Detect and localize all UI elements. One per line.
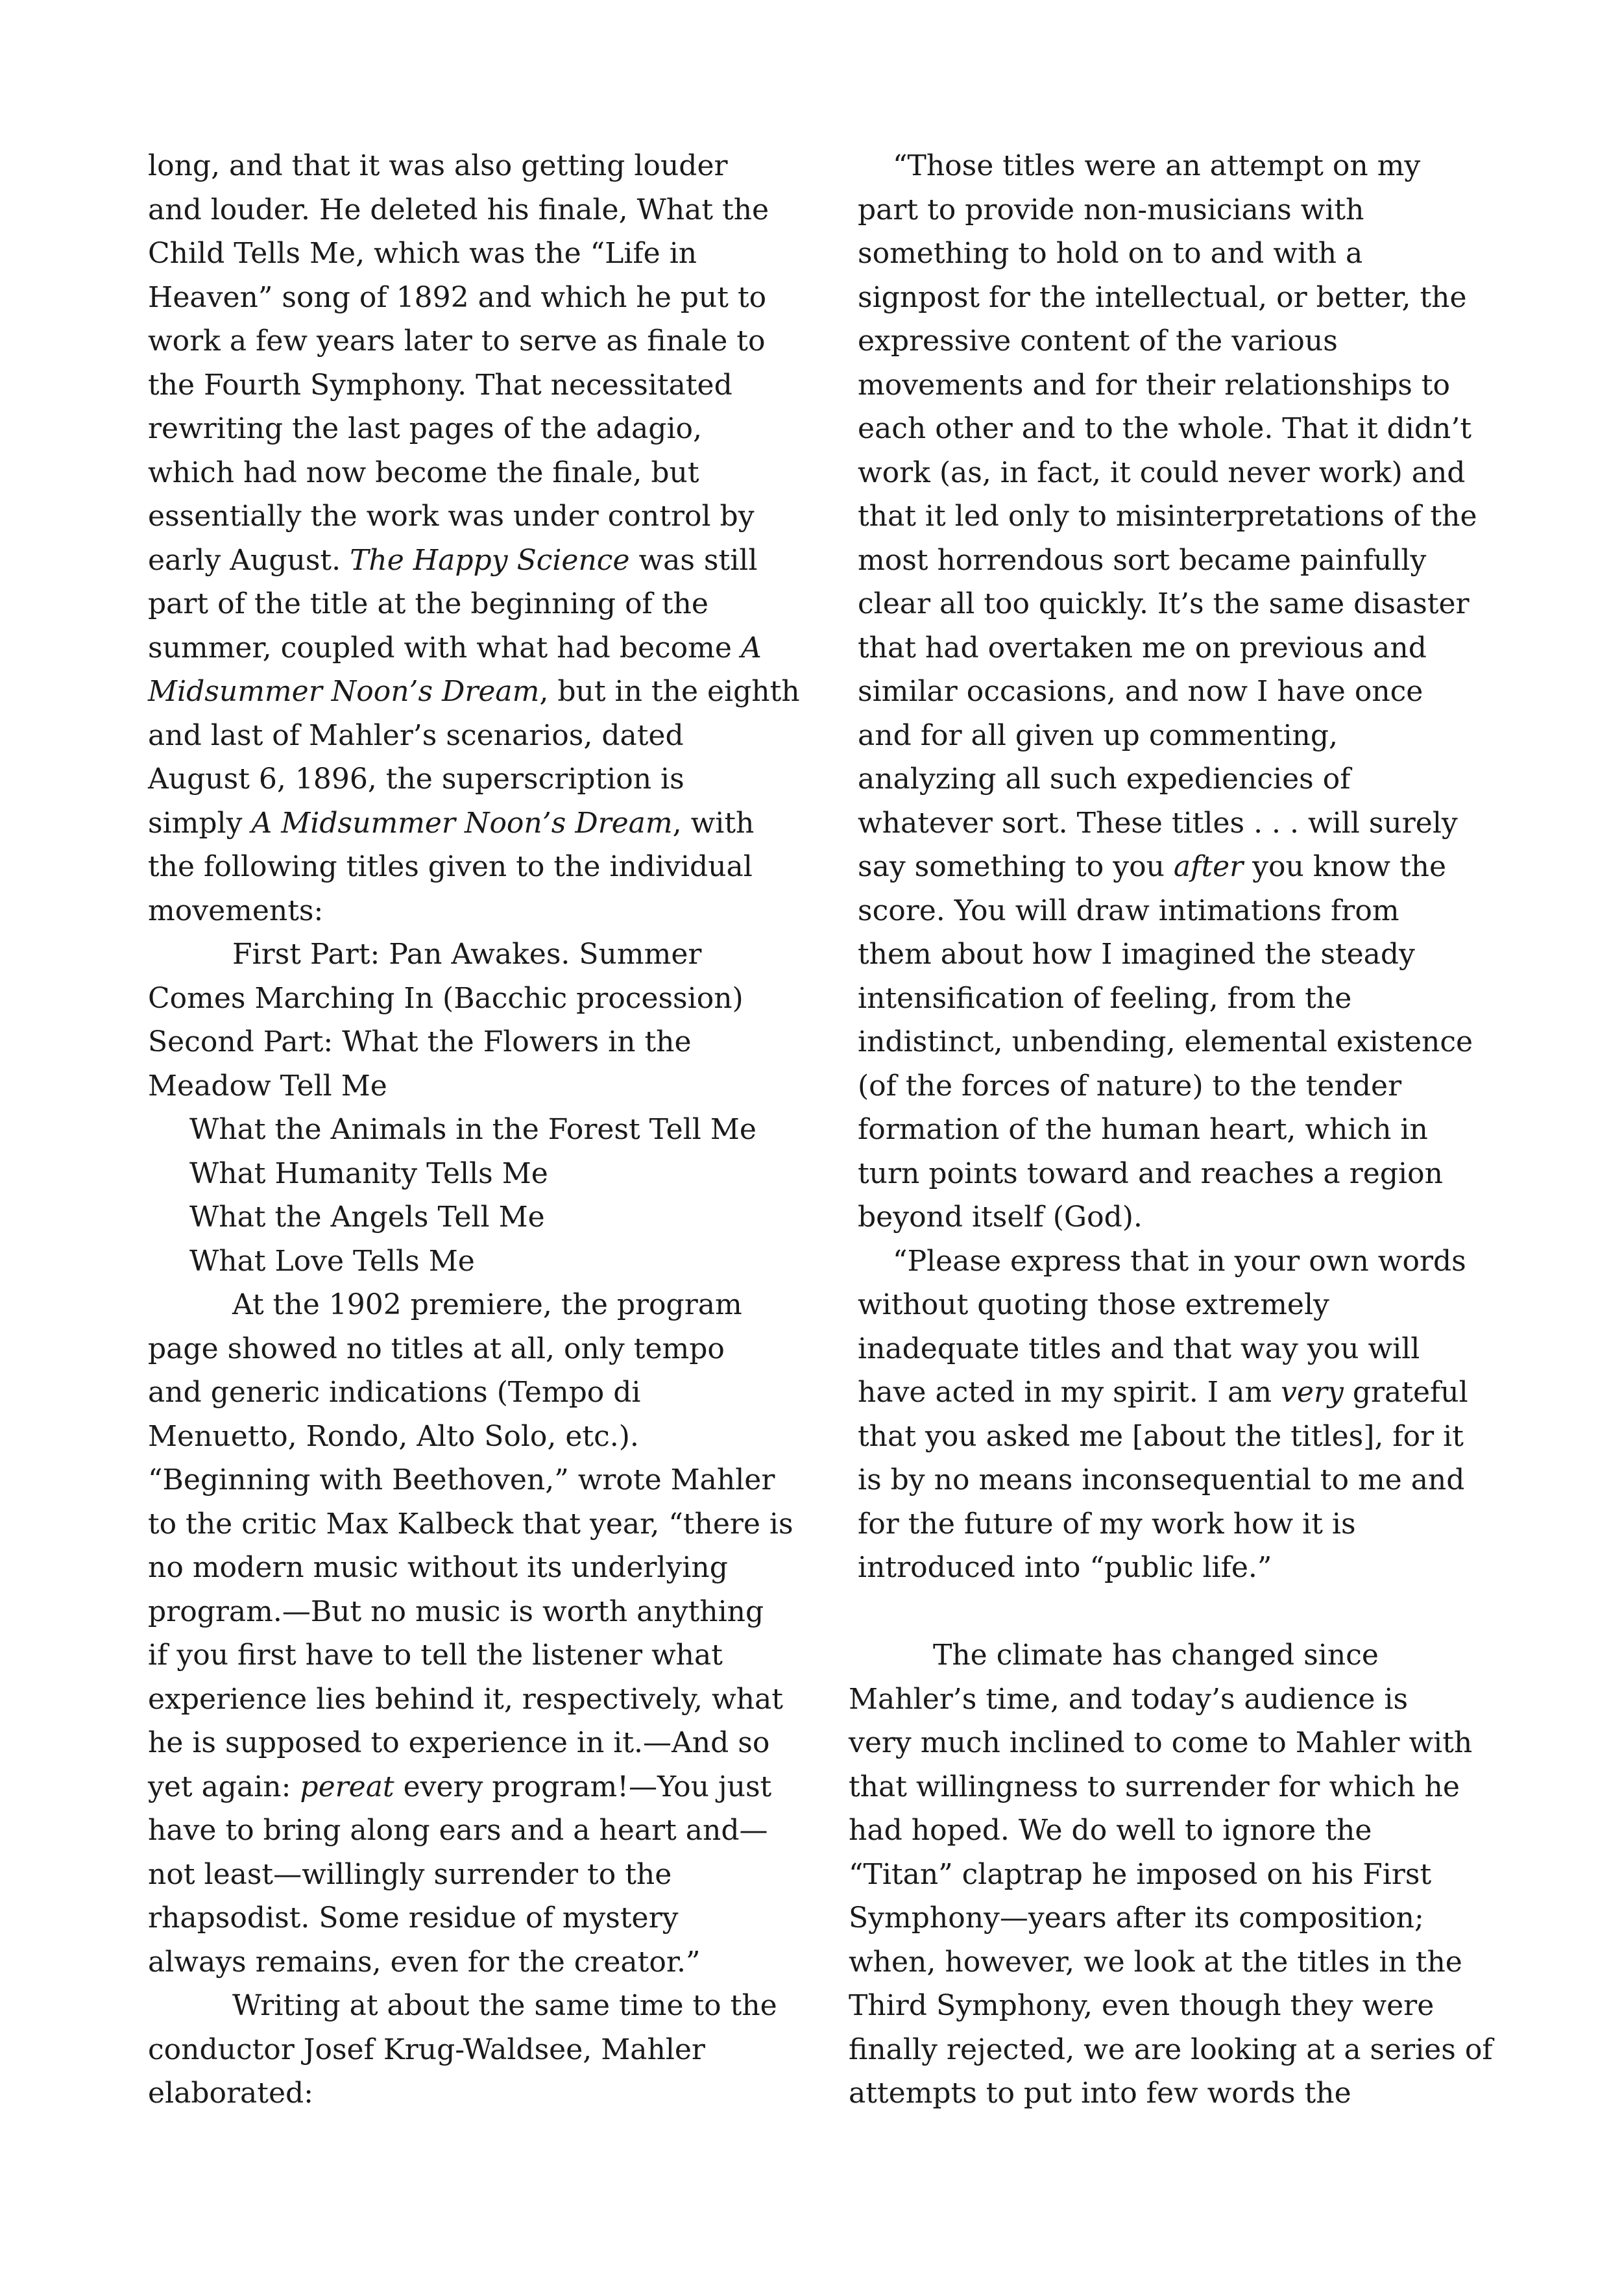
text-line: essentially the work was under control by: [148, 500, 755, 533]
quote-line: indistinct, unbending, elemental existence: [858, 1025, 1473, 1058]
text-line: [148, 539, 810, 583]
quote-line: beyond itself (God).: [858, 1201, 1143, 1234]
text-line: “Titan” claptrap he imposed on his First: [849, 1857, 1432, 1891]
text-run: , with: [672, 806, 755, 840]
text-line: finally rejected, we are looking at a series of: [849, 2033, 1493, 2066]
text-line: movements:: [148, 894, 324, 927]
quote-line: score. You will draw intimations from: [858, 894, 1399, 927]
quote-line: something to hold on to and with a: [858, 237, 1363, 270]
text-line: and last of Mahler’s scenarios, dated: [148, 718, 684, 752]
quote-line: work (as, in fact, it could never work) and: [858, 456, 1466, 489]
text-line: Symphony—years after its composition;: [849, 1901, 1424, 1935]
text-line: attempts to put into few words the: [849, 2077, 1351, 2110]
movement-title-line: First Part: Pan Awakes. Summer: [232, 938, 702, 971]
text-line: if you first have to tell the listener what: [148, 1639, 723, 1672]
text-line: the following titles given to the individual: [148, 850, 753, 883]
quote-line: part to provide non-musicians with: [858, 193, 1364, 226]
text-line: part of the title at the beginning of the: [148, 587, 708, 620]
text-line: Menuetto, Rondo, Alto Solo, etc.).: [148, 1419, 639, 1453]
text-line: and louder. He deleted his finale, What the: [148, 193, 769, 226]
quote-line: intensification of feeling, from the: [858, 981, 1352, 1015]
text-line: [148, 801, 810, 846]
quote-line: introduced into “public life.”: [858, 1551, 1272, 1584]
quote-line: that you asked me [about the titles], for it: [858, 1419, 1464, 1453]
text-line: and generic indications (Tempo di: [148, 1376, 641, 1409]
text-run: have acted in my spirit. I am: [858, 1376, 1281, 1409]
movement-title-line: What Love Tells Me: [189, 1244, 475, 1278]
quote-line: them about how I imagined the steady: [858, 938, 1415, 971]
text-line: which had now become the finale, but: [148, 456, 699, 489]
quote-line: clear all too quickly. It’s the same disaster: [858, 587, 1470, 620]
text-line: [148, 1765, 810, 1809]
text-line: Writing at about the same time to the: [232, 1989, 777, 2022]
text-line: August 6, 1896, the superscription is: [148, 763, 684, 796]
text-line: he is supposed to experience in it.—And so: [148, 1726, 770, 1759]
movement-title-line: Comes Marching In (Bacchic procession): [148, 981, 744, 1015]
text-line: conductor Josef Krug-Waldsee, Mahler: [148, 2033, 705, 2066]
quote-line: for the future of my work how it is: [858, 1507, 1356, 1541]
italic-title: Midsummer Noon’s Dream: [148, 675, 540, 708]
quote-line: formation of the human heart, which in: [858, 1113, 1428, 1146]
text-line: program.—But no music is worth anything: [148, 1594, 764, 1628]
text-line: “Beginning with Beethoven,” wrote Mahler: [148, 1463, 775, 1496]
movement-title-line: What the Angels Tell Me: [189, 1201, 545, 1234]
italic-word: pereat: [300, 1770, 394, 1803]
movement-title-line: What Humanity Tells Me: [189, 1156, 548, 1190]
text-run: say something to you: [858, 850, 1174, 883]
text-run: you know the: [1243, 850, 1447, 883]
text-run: yet again:: [148, 1770, 300, 1803]
italic-word: after: [1173, 850, 1244, 883]
text-line: always remains, even for the creator.”: [148, 1945, 701, 1979]
text-line: Child Tells Me, which was the “Life in: [148, 237, 697, 270]
text-line: rewriting the last pages of the adagio,: [148, 412, 703, 445]
italic-title: A Midsummer Noon’s Dream: [251, 806, 673, 840]
italic-title: A: [740, 631, 762, 665]
text-line: [148, 670, 810, 714]
quote-line: analyzing all such expediencies of: [858, 763, 1351, 796]
paragraph-gap: [849, 1590, 1497, 1634]
quote-line: signpost for the intellectual, or better, the: [858, 280, 1467, 314]
quote-line: movements and for their relationships to: [858, 368, 1450, 402]
text-line: [148, 626, 810, 670]
text-line: long, and that it was also getting louder: [148, 149, 728, 182]
text-line: The climate has changed since: [933, 1639, 1379, 1672]
quote-line: [849, 1371, 1497, 1415]
quote-line: expressive content of the various: [858, 324, 1338, 358]
text-line: experience lies behind it, respectively, what: [148, 1682, 783, 1716]
text-run: every program!—You just: [394, 1770, 772, 1803]
text-line: work a few years later to serve as finale to: [148, 324, 766, 358]
quote-line: without quoting those extremely: [858, 1288, 1329, 1321]
text-line: At the 1902 premiere, the program: [232, 1288, 742, 1321]
text-run: summer, coupled with what had become: [148, 631, 741, 665]
text-line: to the critic Max Kalbeck that year, “there is: [148, 1507, 793, 1541]
text-line: the Fourth Symphony. That necessitated: [148, 368, 732, 402]
movement-title-line: Meadow Tell Me: [148, 1069, 387, 1103]
text-line: page showed no titles at all, only tempo: [148, 1332, 725, 1365]
text-line: Heaven” song of 1892 and which he put to: [148, 280, 767, 314]
text-run: simply: [148, 806, 252, 840]
quote-line: [849, 845, 1497, 889]
left-text-column: [148, 144, 810, 2116]
text-run: was still: [629, 543, 758, 577]
italic-word: very: [1281, 1376, 1344, 1409]
text-line: Third Symphony, even though they were: [849, 1989, 1434, 2022]
quote-line: “Those titles were an attempt on my: [893, 149, 1421, 182]
text-run: early August.: [148, 543, 350, 577]
quote-line: similar occasions, and now I have once: [858, 675, 1423, 708]
text-line: not least—willingly surrender to the: [148, 1857, 672, 1891]
text-line: Mahler’s time, and today’s audience is: [849, 1682, 1409, 1716]
quote-line: (of the forces of nature) to the tender: [858, 1069, 1402, 1103]
movement-title-line: Second Part: What the Flowers in the: [148, 1025, 692, 1058]
quote-line: inadequate titles and that way you will: [858, 1332, 1420, 1365]
text-line: that willingness to surrender for which he: [849, 1770, 1460, 1803]
text-line: rhapsodist. Some residue of mystery: [148, 1901, 679, 1935]
text-run: grateful: [1343, 1376, 1468, 1409]
text-run: , but in the eighth: [539, 675, 800, 708]
text-line: elaborated:: [148, 2077, 313, 2110]
quote-line: whatever sort. These titles . . . will surely: [858, 806, 1458, 840]
text-line: very much inclined to come to Mahler with: [849, 1726, 1473, 1759]
quote-line: most horrendous sort became painfully: [858, 543, 1427, 577]
quote-line: and for all given up commenting,: [858, 718, 1338, 752]
quote-line: each other and to the whole. That it didn’t: [858, 412, 1472, 445]
quote-line: “Please express that in your own words: [893, 1244, 1466, 1278]
text-line: when, however, we look at the titles in the: [849, 1945, 1462, 1979]
italic-title: The Happy Science: [350, 543, 630, 577]
quote-line: is by no means inconsequential to me and: [858, 1463, 1465, 1496]
quote-line: that it led only to misinterpretations of the: [858, 500, 1477, 533]
text-line: had hoped. We do well to ignore the: [849, 1814, 1372, 1847]
movement-title-line: What the Animals in the Forest Tell Me: [189, 1113, 757, 1146]
text-line: no modern music without its underlying: [148, 1551, 728, 1584]
quote-line: turn points toward and reaches a region: [858, 1156, 1443, 1190]
text-line: have to bring along ears and a heart and—: [148, 1814, 768, 1847]
quote-line: that had overtaken me on previous and: [858, 631, 1427, 665]
right-text-column: [849, 144, 1497, 2116]
